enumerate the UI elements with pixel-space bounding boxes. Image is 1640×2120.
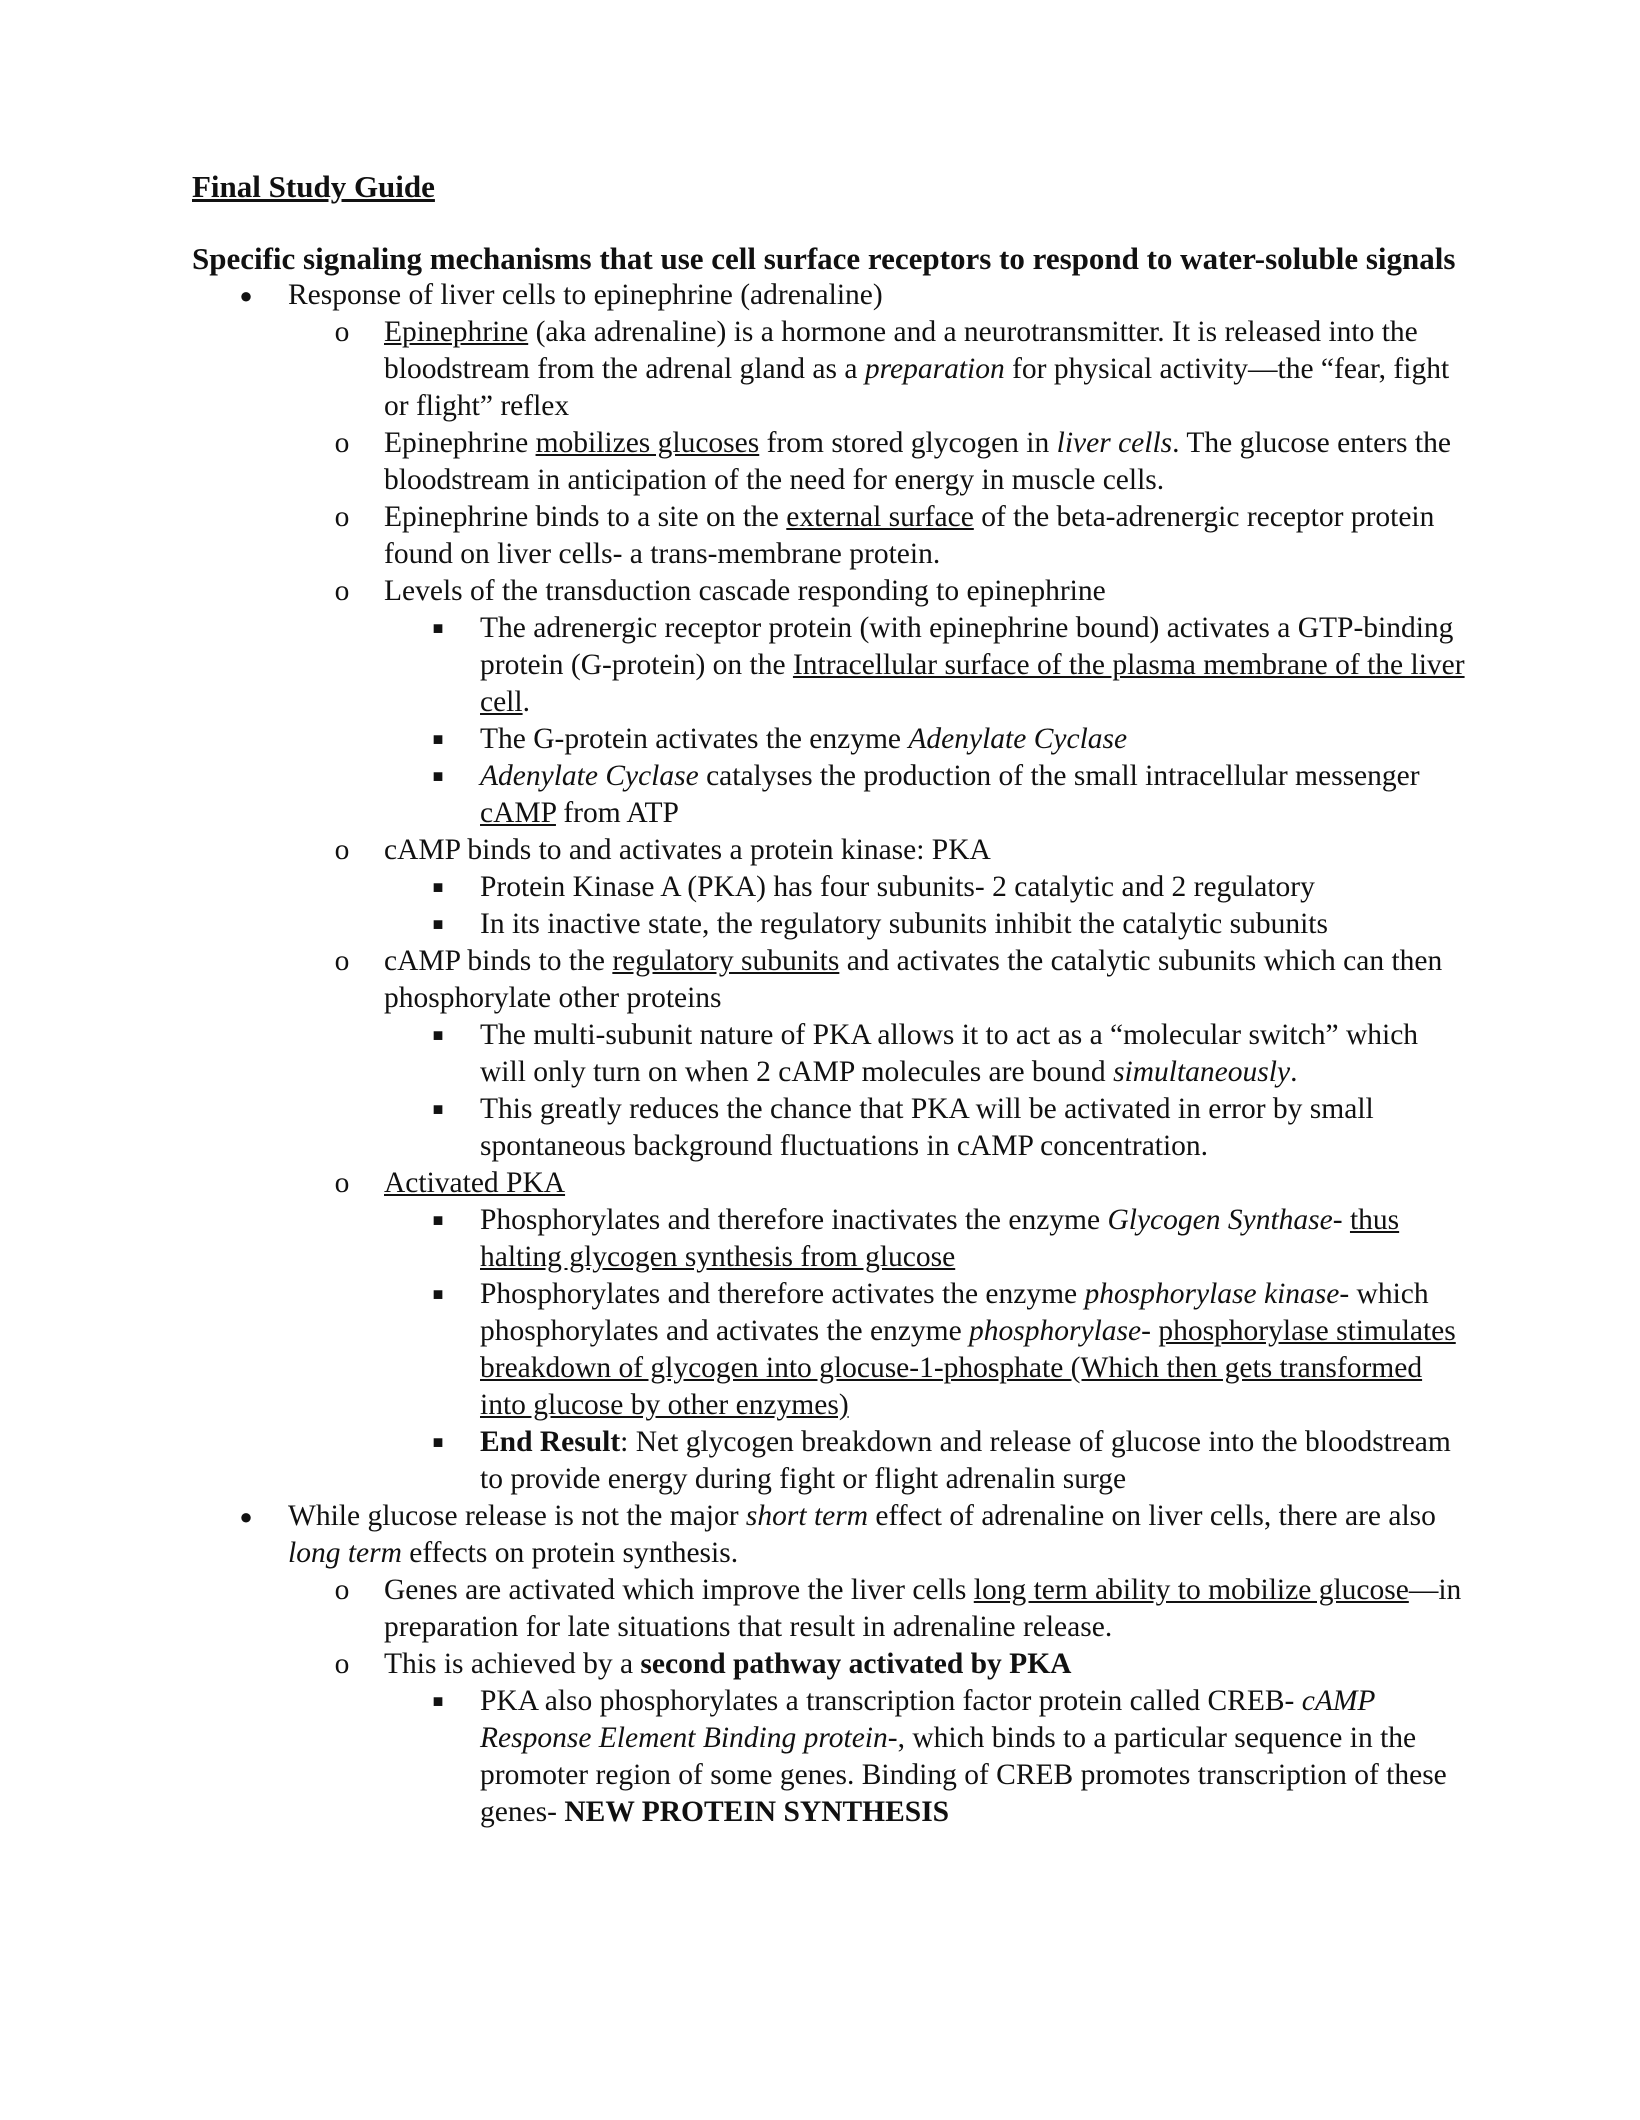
list-item: ■ End Result: Net glycogen breakdown and release of glucose into the bloodstream to provide energy during fight or flight adrenalin surge [192,1424,1470,1498]
list-item: o Activated PKA ■ Phosphorylates and therefore inactivates the enzyme Glycogen Synthase- thus halting glycogen synthesis from glucose ■ Phosphorylates and therefore activates the enzyme phosphorylase kinase- which phosphorylates and activates the enzyme phosphorylase- phosphorylase stimulates breakdown of glycogen into glocuse-1-phosphate (Which then gets transformed into glucose by other enzymes) ■ End Result: Net glycogen breakdown and release of glucose into the bloodstream to provide energy during fight or flight adrenalin surge [192,1165,1470,1498]
sub-list [192,314,1470,1498]
list-item: o cAMP binds to and activates a protein kinase: PKA ■ Protein Kinase A (PKA) has four subunits- 2 catalytic and 2 regulatory ■ In its inactive state, the regulatory subunits inhibit the catalytic subunits [192,832,1470,943]
bullet-marker: ● [239,1504,253,1529]
circle-marker: o [334,1648,350,1680]
square-marker: ■ [432,877,444,897]
list-item: o Epinephrine (aka adrenaline) is a hormone and a neurotransmitter. It is released into the bloodstream from the adrenal gland as a preparation for physical activity—the “fear, fight or flight” reflex [192,314,1470,425]
list-item: ■ Phosphorylates and therefore inactivates the enzyme Glycogen Synthase- thus halting glycogen synthesis from glucose [192,1202,1470,1276]
bullet-marker: ● [239,283,253,308]
list-item: ■ In its inactive state, the regulatory subunits inhibit the catalytic subunits [192,906,1470,943]
list-item: o cAMP binds to the regulatory subunits and activates the catalytic subunits which can then phosphorylate other proteins ■ The multi-subunit nature of PKA allows it to act as a “molecular switch” which will only turn on when 2 cAMP molecules are bound simultaneously. ■ This greatly reduces the chance that PKA will be activated in error by small spontaneous background fluctuations in cAMP concentration. [192,943,1470,1165]
sub-sub-list [192,1202,1470,1498]
list-item: ● While glucose release is not the major short term effect of adrenaline on liver cells, there are also long term effects on protein synthesis. o Genes are activated which improve the liver cells long term ability to mobilize glucose—in preparation for late situations that result in adrenaline release. o This is achieved by a second pathway activated by PKA ■ PKA also phosphorylates a transcription factor protein called CREB- cAMP Response Element Binding protein-, which binds to a particular sequence in the promoter region of some genes. Binding of CREB promotes transcription of these genes- NEW PROTEIN SYNTHESIS [192,1498,1470,1831]
list-item: o Epinephrine mobilizes glucoses from stored glycogen in liver cells. The glucose enters the bloodstream in anticipation of the need for energy in muscle cells. [192,425,1470,499]
square-marker: ■ [432,618,444,638]
main-bullet-list [192,277,1470,1831]
square-marker: ■ [432,914,444,934]
section-heading: Specific signaling mechanisms that use cell surface receptors to respond to water-soluble signals [192,241,1456,276]
sub-sub-list [192,1017,1470,1165]
document-title: Final Study Guide [192,169,435,204]
sub-sub-list [192,1683,1470,1831]
circle-marker: o [334,427,350,459]
circle-marker: o [334,1574,350,1606]
circle-marker: o [334,316,350,348]
square-marker: ■ [432,1284,444,1304]
square-marker: ■ [432,766,444,786]
list-item: o This is achieved by a second pathway activated by PKA ■ PKA also phosphorylates a transcription factor protein called CREB- cAMP Response Element Binding protein-, which binds to a particular sequence in the promoter region of some genes. Binding of CREB promotes transcription of these genes- NEW PROTEIN SYNTHESIS [192,1646,1470,1831]
square-marker: ■ [432,1210,444,1230]
square-marker: ■ [432,1025,444,1045]
circle-marker: o [334,1167,350,1199]
circle-marker: o [334,501,350,533]
list-item: ■ The G-protein activates the enzyme Adenylate Cyclase [192,721,1470,758]
list-item: o Genes are activated which improve the liver cells long term ability to mobilize glucose—in preparation for late situations that result in adrenaline release. [192,1572,1470,1646]
list-item: ■ Phosphorylates and therefore activates the enzyme phosphorylase kinase- which phosphorylates and activates the enzyme phosphorylase- phosphorylase stimulates breakdown of glycogen into glocuse-1-phosphate (Which then gets transformed into glucose by other enzymes) [192,1276,1470,1424]
square-marker: ■ [432,1099,444,1119]
square-marker: ■ [432,1432,444,1452]
list-item: ■ The multi-subunit nature of PKA allows it to act as a “molecular switch” which will only turn on when 2 cAMP molecules are bound simultaneously. [192,1017,1470,1091]
sub-sub-list [192,610,1470,832]
list-item: ■ PKA also phosphorylates a transcription factor protein called CREB- cAMP Response Element Binding protein-, which binds to a particular sequence in the promoter region of some genes. Binding of CREB promotes transcription of these genes- NEW PROTEIN SYNTHESIS [192,1683,1470,1831]
list-item: ● Response of liver cells to epinephrine (adrenaline) o Epinephrine (aka adrenaline) is a hormone and a neurotransmitter. It is released into the bloodstream from the adrenal gland as a preparation for physical activity—the “fear, fight or flight” reflex o Epinephrine mobilizes glucoses from stored glycogen in liver cells. The glucose enters the bloodstream in anticipation of the need for energy in muscle cells. o Epinephrine binds to a site on the external surface of the beta-adrenergic receptor protein found on liver cells- a trans-membrane protein. o Levels of the transduction cascade responding to epinephrine ■ The adrenergic receptor protein (with epinephrine bound) activates a GTP-binding protein (G-protein) on the Intracellular surface of the plasma membrane of the liver cell. ■ The G-protein activates the enzyme Adenylate Cyclase ■ Adenylate Cyclase catalyses the production of the small intracellular messenger cAMP from ATP o cAMP binds to and activates a protein kinase: PKA ■ Protein Kinase A (PKA) has four subunits- 2 catalytic and 2 regulatory ■ In its inactive state, the regulatory subunits inhibit the catalytic subunits o cAMP binds to the regulatory subunits and activates the catalytic subunits which can then phosphorylate other proteins ■ The multi-subunit nature of PKA allows it to act as a “molecular switch” which will only turn on when 2 cAMP molecules are bound simultaneously. ■ This greatly reduces the chance that PKA will be activated in error by small spontaneous background fluctuations in cAMP concentration. o Activated PKA ■ Phosphorylates and therefore inactivates the enzyme Glycogen Synthase- thus halting glycogen synthesis from glucose ■ Phosphorylates and therefore activates the enzyme phosphorylase kinase- which phosphorylates and activates the enzyme phosphorylase- phosphorylase stimulates breakdown of glycogen into glocuse-1-phosphate (Which then gets transformed into glucose by other enzymes) ■ End Result: Net glycogen breakdown and release of glucose into the bloodstream to provide energy during fight or flight adrenalin surge [192,277,1470,1498]
circle-marker: o [334,575,350,607]
list-item: ■ Adenylate Cyclase catalyses the production of the small intracellular messenger cAMP from ATP [192,758,1470,832]
list-item: ■ Protein Kinase A (PKA) has four subunits- 2 catalytic and 2 regulatory [192,869,1470,906]
sub-sub-list [192,869,1470,943]
circle-marker: o [334,945,350,977]
square-marker: ■ [432,729,444,749]
square-marker: ■ [432,1691,444,1711]
circle-marker: o [334,834,350,866]
list-item: o Epinephrine binds to a site on the external surface of the beta-adrenergic receptor protein found on liver cells- a trans-membrane protein. [192,499,1470,573]
list-item: o Levels of the transduction cascade responding to epinephrine ■ The adrenergic receptor protein (with epinephrine bound) activates a GTP-binding protein (G-protein) on the Intracellular surface of the plasma membrane of the liver cell. ■ The G-protein activates the enzyme Adenylate Cyclase ■ Adenylate Cyclase catalyses the production of the small intracellular messenger cAMP from ATP [192,573,1470,832]
sub-list [192,1572,1470,1831]
list-item: ■ The adrenergic receptor protein (with epinephrine bound) activates a GTP-binding protein (G-protein) on the Intracellular surface of the plasma membrane of the liver cell. [192,610,1470,721]
list-item: ■ This greatly reduces the chance that PKA will be activated in error by small spontaneous background fluctuations in cAMP concentration. [192,1091,1470,1165]
